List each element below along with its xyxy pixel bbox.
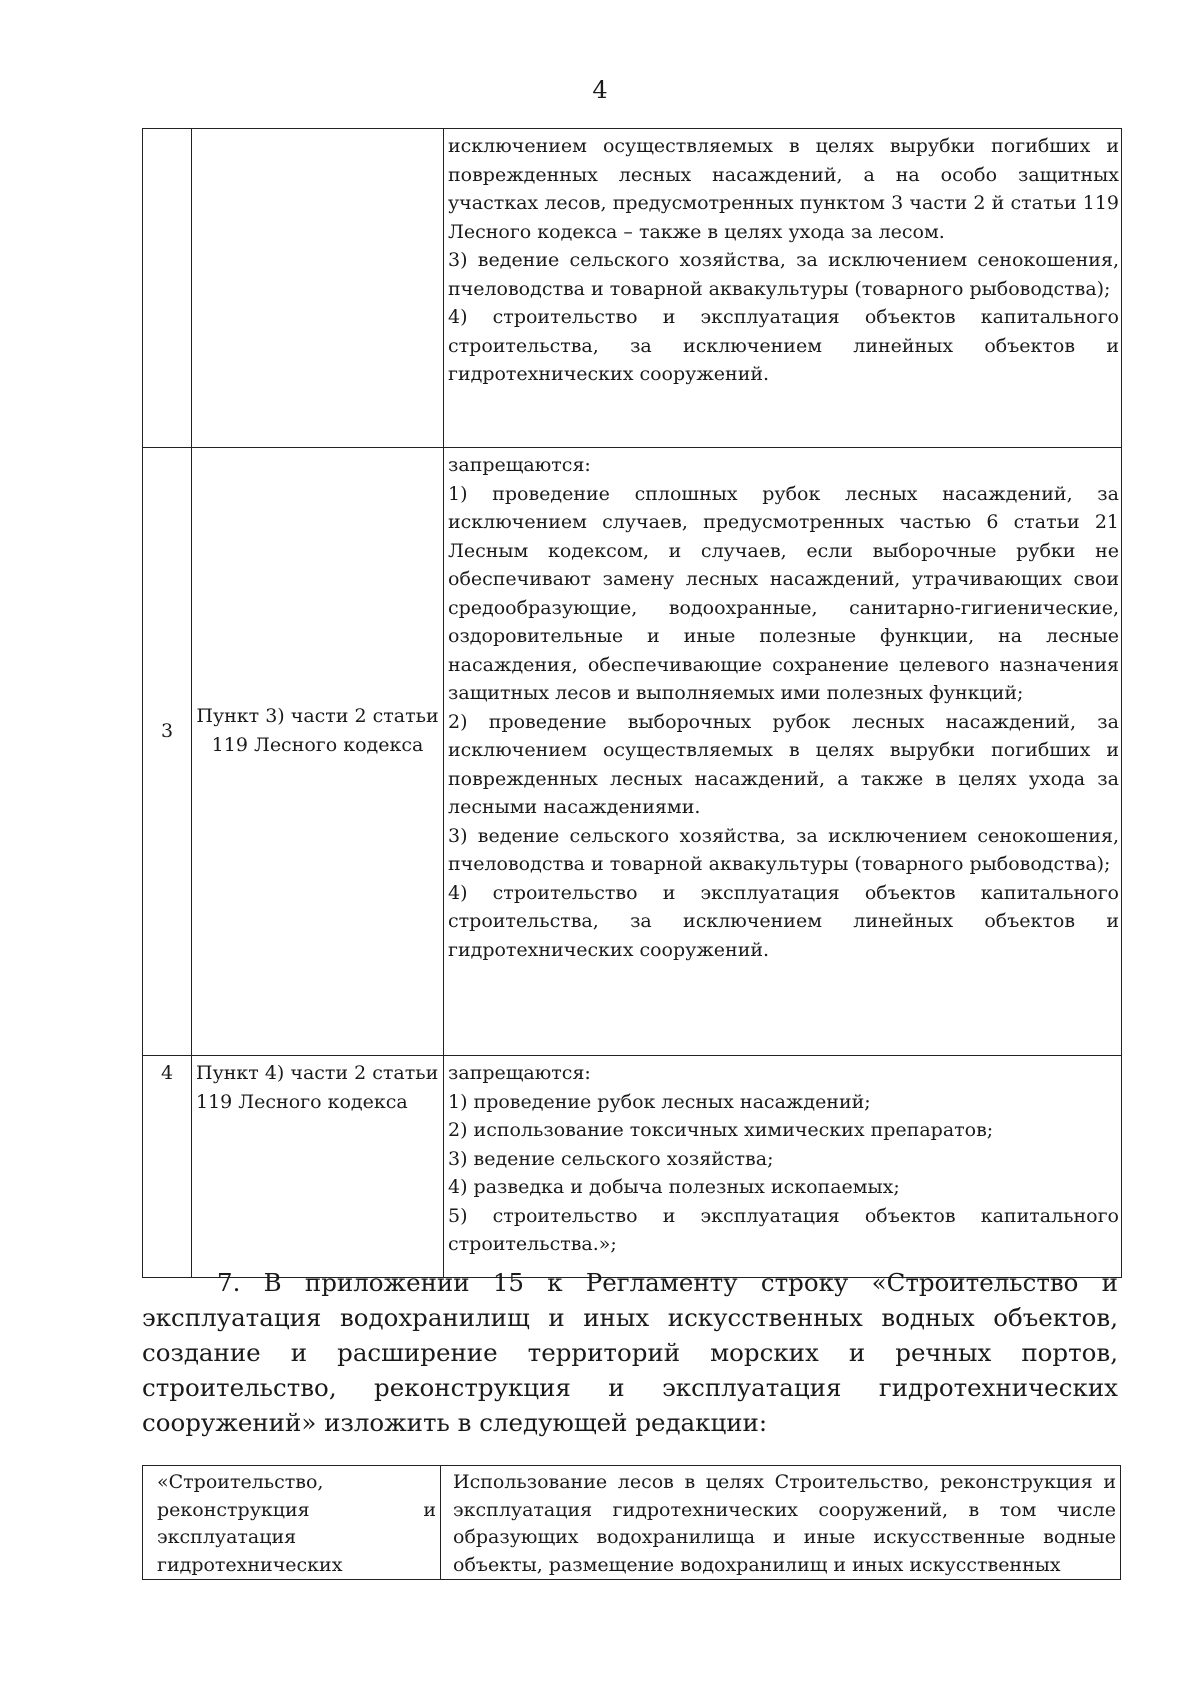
table-row	[143, 448, 1122, 1056]
regulation-table	[142, 128, 1122, 1278]
restriction-line: 5) строительство и эксплуатация объектов капитального строительства.»;	[448, 1204, 1119, 1255]
row-reference-cell: Пункт 3) части 2 статьи 119 Лесного кодекса	[192, 448, 444, 1056]
row-reference-cell: Пункт 4) части 2 статьи 119 Лесного кодекса	[192, 1056, 444, 1278]
activity-description: Использование лесов в целях Строительство, реконструкция и эксплуатация гидротехнических сооружений, в том числе образующих водохранилища и иные искусственные водные объекты, размещение водохранилищ и иных искусственных	[453, 1471, 1116, 1576]
restriction-line: 3) ведение сельского хозяйства, за исключением сенокошения, пчеловодства и товарной аквакультуры (товарного рыбоводства);	[448, 824, 1119, 875]
restriction-line: 4) разведка и добыча полезных ископаемых;	[448, 1176, 900, 1198]
table-row	[143, 1466, 1121, 1580]
table-row	[143, 129, 1122, 448]
restriction-line: запрещаются:	[448, 1062, 591, 1084]
table-row	[143, 1056, 1122, 1278]
activity-description-cell	[441, 1466, 1121, 1580]
restriction-line: 2) проведение выборочных рубок лесных насаждений, за исключением осуществляемых в целях вырубки погибших и поврежденных лесных насаждений, а также в целях ухода за лесными насаждениями.	[448, 710, 1119, 818]
restriction-line: 3) ведение сельского хозяйства;	[448, 1147, 774, 1170]
restriction-line: 4) строительство и эксплуатация объектов капитального строительства, за исключением линейных объектов и гидротехнических сооружений.	[448, 881, 1119, 961]
row-restrictions-cell	[444, 1056, 1122, 1278]
row-number-cell: 3	[143, 448, 192, 1056]
page-number: 4	[592, 76, 608, 104]
restriction-line: 1) проведение сплошных рубок лесных насаждений, за исключением случаев, предусмотренных частью 6 статьи 21 Лесным кодексом, и случаев, если выборочные рубки не обеспечивают замену лесных насаждений, утрачивающих свои средообразующие, водоохранные, санитарно-гигиенические, оздоровительные и иные полезные функции, на лесные насаждения, обеспечивающие сохранение целевого назначения защитных лесов и выполняемых ими полезных функций;	[448, 482, 1119, 704]
row-number-cell: 4	[143, 1056, 192, 1278]
paragraph-7: 7. В приложении 15 к Регламенту строку «Строительство и эксплуатация водохранилищ и иных искусственных водных объектов, создание и расширение территорий морских и речных портов, строительство, реконструкция и эксплуатация гидротехнических сооружений» изложить в следующей редакции:	[142, 1268, 1118, 1437]
row-restrictions-cell	[444, 129, 1122, 448]
restriction-line: 1) проведение рубок лесных насаждений;	[448, 1090, 871, 1113]
restriction-line: 2) использование токсичных химических препаратов;	[448, 1119, 994, 1141]
restriction-line: запрещаются:	[448, 454, 591, 476]
restriction-line: 4) строительство и эксплуатация объектов капитального строительства, за исключением линейных объектов и гидротехнических сооружений.	[448, 306, 1119, 385]
restriction-line: исключением осуществляемых в целях вырубки погибших и поврежденных лесных насаждений, а на особо защитных участках лесов, предусмотренных пунктом 3 части 2 й статьи 119 Лесного кодекса – также в целях ухода за лесом.	[448, 135, 1119, 243]
appendix-15-table	[142, 1465, 1121, 1580]
restriction-line: 3) ведение сельского хозяйства, за исключением сенокошения, пчеловодства и товарной аквакультуры (товарного рыбоводства);	[448, 249, 1119, 300]
row-reference-cell	[192, 129, 444, 448]
activity-name-cell	[143, 1466, 441, 1580]
row-number-cell	[143, 129, 192, 448]
activity-name: «Строительство, реконструкция и эксплуатация гидротехнических	[157, 1471, 436, 1576]
row-restrictions-cell	[444, 448, 1122, 1056]
